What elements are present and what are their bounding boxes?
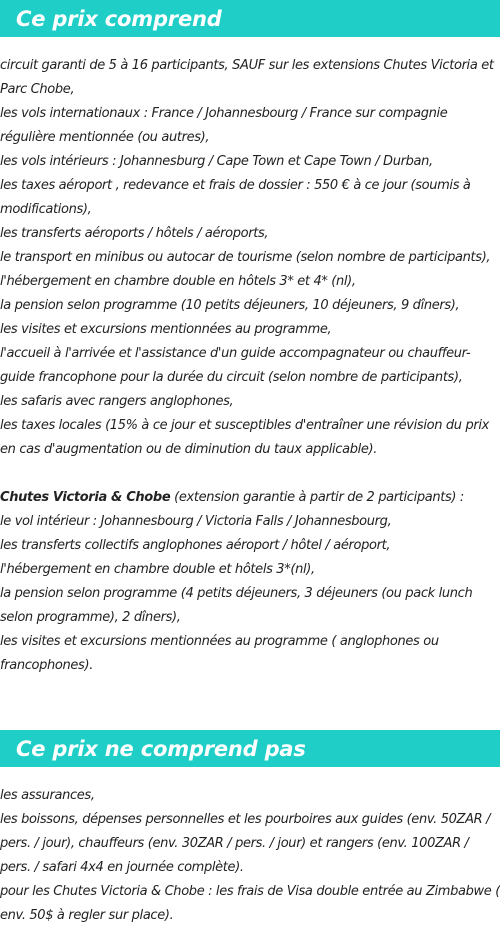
list-item: les taxes aéroport , redevance et frais de dossier : 550 € à ce jour (soumis à modifications), [0,178,471,217]
list-item: les safaris avec rangers anglophones, [0,394,234,409]
list-item: pour les Chutes Victoria & Chobe : les frais de Visa double entrée au Zimbabwe ( env. 50$ à regler sur place). [0,884,500,923]
excludes-list [0,784,500,928]
list-item: circuit garanti de 5 à 16 participants, SAUF sur les extensions Chutes Victoria et Parc Chobe, [0,58,494,97]
list-item: les vols internationaux : France / Johannesbourg / France sur compagnie régulière mentionnée (ou autres), [0,106,448,145]
excludes-section-title: Ce prix ne comprend pas [0,730,500,767]
list-item: l'hébergement en chambre double et hôtels 3*(nl), [0,562,315,577]
list-item: l'accueil à l'arrivée et l'assistance d'un guide accompagnateur ou chauffeur-guide francophone pour la durée du circuit (selon nombre de participants), [0,346,471,385]
list-item: le vol intérieur : Johannesbourg / Victoria Falls / Johannesbourg, [0,514,392,529]
includes-section-title: Ce prix comprend [0,0,500,37]
list-item: les transferts collectifs anglophones aéroport / hôtel / aéroport, [0,538,391,553]
extension-heading [0,486,500,510]
includes-list [0,54,500,462]
list-item: le transport en minibus ou autocar de tourisme (selon nombre de participants), [0,250,491,265]
extension-title: Chutes Victoria & Chobe [0,490,171,505]
list-item: les vols intérieurs : Johannesburg / Cape Town et Cape Town / Durban, [0,154,433,169]
list-item: la pension selon programme (10 petits déjeuners, 10 déjeuners, 9 dîners), [0,298,460,313]
list-item: la pension selon programme (4 petits déjeuners, 3 déjeuners (ou pack lunch selon programme), 2 dîners), [0,586,473,625]
list-item: les taxes locales (15% à ce jour et susceptibles d'entraîner une révision du prix en cas d'augmentation ou de diminution du taux applicable). [0,418,489,457]
list-item: l'hébergement en chambre double en hôtels 3* et 4* (nl), [0,274,356,289]
extension-list [0,486,500,678]
list-item: les assurances, [0,788,95,803]
list-item: les visites et excursions mentionnées au programme, [0,322,332,337]
list-item: les boissons, dépenses personnelles et les pourboires aux guides (env. 50ZAR / pers. / jour), chauffeurs (env. 30ZAR / pers. / jour) et rangers (env. 100ZAR / pers. / safari 4x4 en journée complète). [0,812,491,875]
extension-subtitle: (extension garantie à partir de 2 participants) : [170,490,464,505]
list-item: les visites et excursions mentionnées au programme ( anglophones ou francophones). [0,634,439,673]
list-item: les transferts aéroports / hôtels / aéroports, [0,226,269,241]
